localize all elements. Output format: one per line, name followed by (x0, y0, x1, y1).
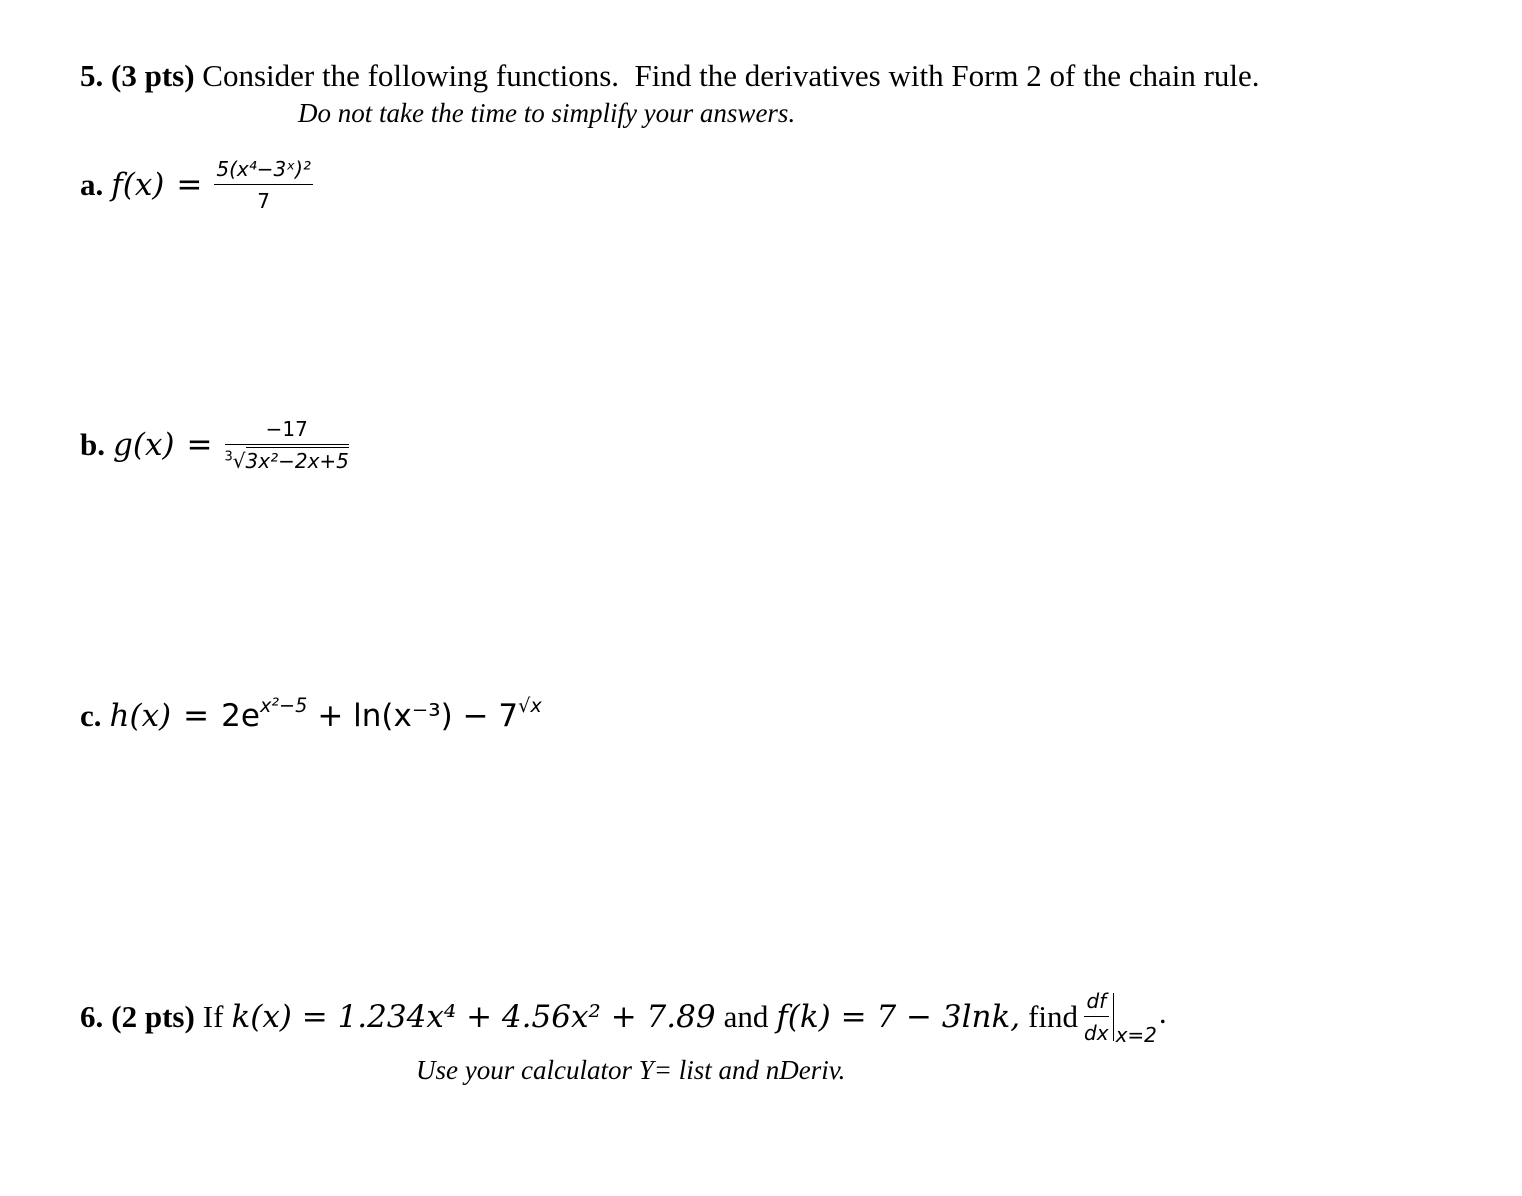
part-c-term-b: + ln(x⁻³) − 7 (317, 698, 519, 734)
q6-derivative-numerator: df (1084, 989, 1109, 1017)
q6-line (80, 985, 1167, 1049)
part-a-fraction (214, 157, 313, 213)
q6-derivative-denominator: dx (1084, 1021, 1109, 1045)
q5-note: Do not take the time to simplify your answers. (298, 98, 796, 128)
part-c-term-a: 2e (221, 698, 260, 734)
part-c-exponent-a: x²−5 (259, 693, 308, 717)
part-b-lhs: g(x) (113, 427, 175, 463)
part-c (80, 686, 542, 746)
part-b-root-index: 3 (224, 449, 233, 465)
equals-sign: = (176, 167, 203, 203)
q6-period: . (1158, 995, 1167, 1030)
part-b-label: b. (80, 427, 105, 462)
q6-derivative (1084, 989, 1109, 1045)
radical-icon: √ (232, 449, 246, 473)
part-a-denominator: 7 (257, 189, 271, 213)
q5-prompt: Consider the following functions. Find the derivatives with Form 2 of the chain rule. (202, 58, 1260, 93)
equals-sign: = (186, 427, 213, 463)
part-b-numerator: −17 (225, 417, 349, 445)
q6-and: and (723, 999, 769, 1034)
part-b (80, 405, 349, 485)
part-c-label: c. (80, 698, 102, 733)
evaluation-bar (1113, 993, 1114, 1041)
part-b-fraction (225, 417, 349, 473)
q5-points: (3 pts) (111, 58, 195, 93)
equals-sign: = (183, 698, 210, 734)
q6-find: find (1028, 999, 1079, 1034)
part-c-lhs: h(x) (109, 698, 172, 734)
part-a-numerator: 5(x⁴−3ˣ)² (214, 157, 313, 185)
part-a-label: a. (80, 167, 104, 202)
q6-eval-point: x=2 (1115, 1023, 1157, 1047)
q6-note: Use your calculator Y= list and nDeriv. (416, 1055, 846, 1085)
part-b-denominator (225, 445, 349, 473)
part-a-lhs: f(x) (111, 167, 165, 203)
part-b-radicand: 3x²−2x+5 (245, 449, 349, 473)
q6-if: If (202, 999, 224, 1034)
part-a (80, 145, 313, 225)
q6-f-definition: f(k) = 7 − 3lnk, (776, 999, 1021, 1035)
q6-number: 6. (80, 999, 104, 1034)
q6-points: (2 pts) (111, 999, 195, 1034)
q5-heading (80, 58, 1260, 94)
q5-number: 5. (80, 58, 104, 93)
part-c-exponent-b: √x (518, 693, 542, 717)
q6-k-definition: k(x) = 1.234x⁴ + 4.56x² + 7.89 (231, 999, 716, 1035)
